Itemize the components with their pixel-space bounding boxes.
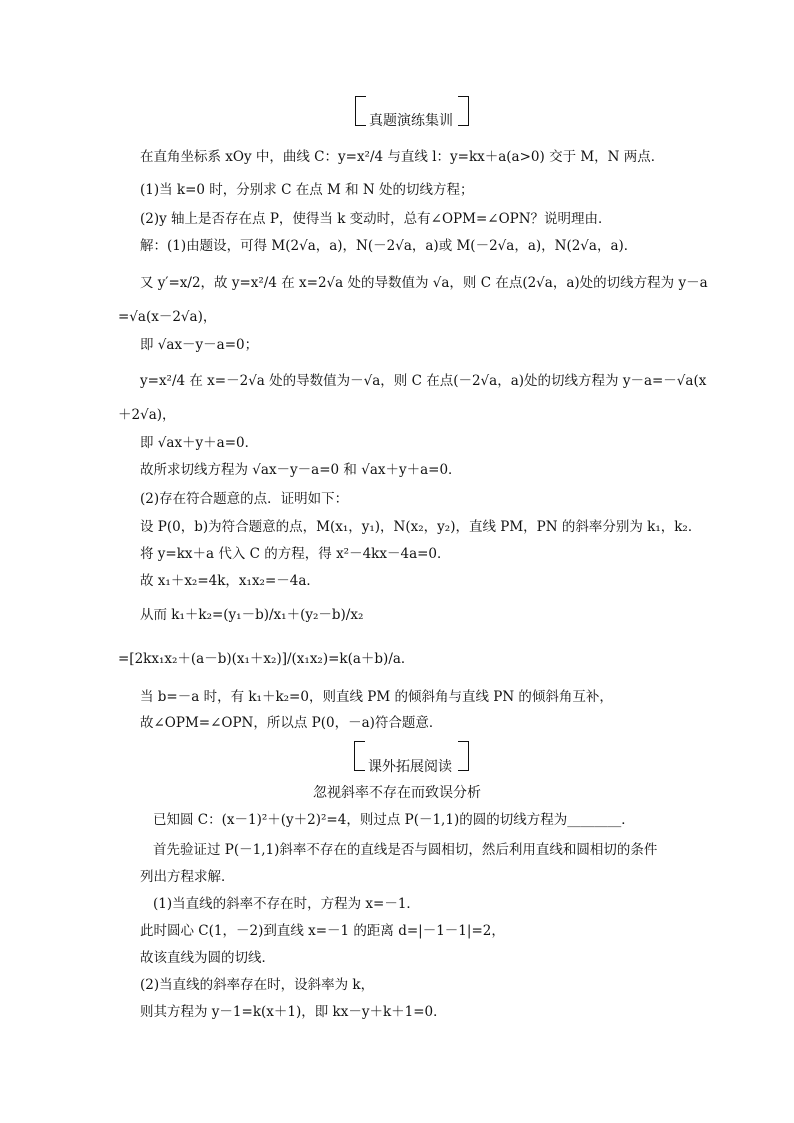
solution-line: 故∠OPM=∠OPN，所以点 P(0，－a)符合题意．	[140, 715, 443, 731]
solution-line: ＋2√a)，	[118, 407, 176, 423]
question-part-2: (2)y 轴上是否存在点 P，使得当 k 变动时，总有∠OPM=∠OPN？说明理由．	[140, 211, 612, 227]
heading-bracket-right	[458, 741, 469, 771]
section-heading-reading: 课外拓展阅读	[368, 759, 452, 775]
heading-bracket-left	[354, 741, 365, 771]
solution-line: 将 y=kx＋a 代入 C 的方程，得 x²－4kx－4a=0．	[140, 546, 451, 562]
solution-line: =√a(x－2√a)，	[118, 309, 217, 325]
reading-line: 列出方程求解．	[140, 869, 235, 885]
reading-line: 已知圆 C：(x－1)²＋(y＋2)²=4，则过点 P(－1,1)的圆的切线方程为________．	[153, 812, 635, 828]
solution-line: =[2kx₁x₂＋(a－b)(x₁＋x₂)]/(x₁x₂)=k(a＋b)/a．	[118, 651, 415, 667]
solution-line: 从而 k₁＋k₂=(y₁－b)/x₁＋(y₂－b)/x₂	[140, 607, 364, 623]
solution-line: 即 √ax－y－a=0；	[140, 337, 259, 353]
reading-line: 则其方程为 y－1=k(x＋1)，即 kx－y＋k＋1=0．	[140, 1004, 447, 1020]
solution-line: (2)存在符合题意的点．证明如下：	[140, 491, 349, 507]
solution-line: 又 y′=x/2，故 y=x²/4 在 x=2√a 处的导数值为 √a，则 C 在点(2√a，a)处的切线方程为 y－a	[140, 275, 708, 291]
reading-line: 此时圆心 C(1，－2)到直线 x=－1 的距离 d=|－1－1|=2，	[140, 923, 505, 939]
heading-bracket-left	[355, 96, 366, 126]
problem-statement: 在直角坐标系 xOy 中，曲线 C：y=x²/4 与直线 l：y=kx＋a(a>0) 交于 M，N 两点．	[140, 149, 665, 165]
question-part-1: (1)当 k=0 时，分别求 C 在点 M 和 N 处的切线方程；	[140, 182, 474, 198]
heading-bracket-right	[458, 96, 469, 126]
reading-subtitle: 忽视斜率不存在而致误分析	[313, 785, 481, 801]
reading-line: (1)当直线的斜率不存在时，方程为 x=－1．	[153, 896, 420, 912]
reading-line: (2)当直线的斜率存在时，设斜率为 k，	[140, 977, 375, 993]
solution-line: 设 P(0，b)为符合题意的点，M(x₁，y₁)，N(x₂，y₂)，直线 PM，PN 的斜率分别为 k₁，k₂．	[140, 519, 702, 535]
solution-line: 解：(1)由题设，可得 M(2√a，a)，N(－2√a，a)或 M(－2√a，a)，N(2√a，a)．	[140, 238, 638, 254]
solution-line: 当 b=－a 时，有 k₁＋k₂=0，则直线 PM 的倾斜角与直线 PN 的倾斜角互补，	[140, 689, 613, 705]
reading-line: 故该直线为圆的切线．	[140, 950, 275, 966]
reading-line: 首先验证过 P(－1,1)斜率不存在的直线是否与圆相切，然后利用直线和圆相切的条件	[153, 842, 658, 858]
solution-line: 故所求切线方程为 √ax－y－a=0 和 √ax＋y＋a=0．	[140, 462, 462, 478]
solution-line: y=x²/4 在 x=－2√a 处的导数值为－√a，则 C 在点(－2√a，a)处的切线方程为 y－a=－√a(x	[140, 373, 707, 389]
solution-line: 故 x₁＋x₂=4k，x₁x₂=－4a．	[140, 573, 320, 589]
section-heading-practice: 真题演练集训	[369, 113, 453, 129]
solution-line: 即 √ax＋y＋a=0．	[140, 435, 259, 451]
